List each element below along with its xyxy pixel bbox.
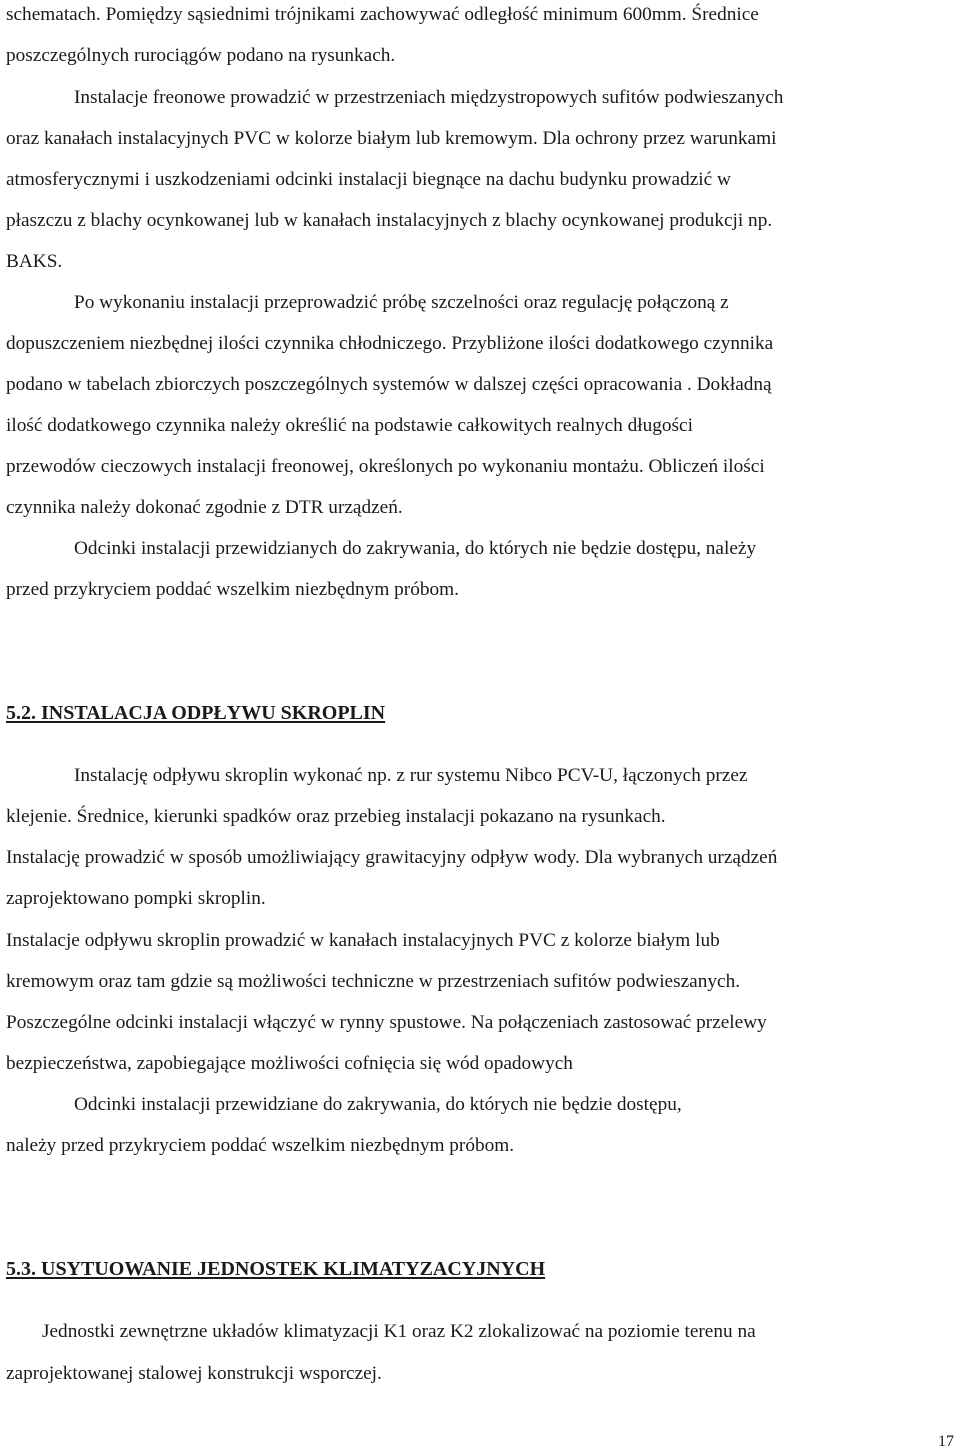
body-text-line: atmosferycznymi i uszkodzeniami odcinki instalacji biegnące na dachu budynku prowadzić w bbox=[6, 169, 731, 190]
body-text-line: zaprojektowanej stalowej konstrukcji wsporczej. bbox=[6, 1363, 382, 1384]
body-text-line: bezpieczeństwa, zapobiegające możliwości cofnięcia się wód opadowych bbox=[6, 1053, 573, 1074]
body-text-line: przewodów cieczowych instalacji freonowej, określonych po wykonaniu montażu. Obliczeń ilości bbox=[6, 456, 765, 477]
body-text-line: czynnika należy dokonać zgodnie z DTR urządzeń. bbox=[6, 497, 403, 518]
page-number: 17 bbox=[938, 1433, 954, 1450]
body-text-line: Instalacje odpływu skroplin prowadzić w kanałach instalacyjnych PVC z kolorze białym lub bbox=[6, 930, 720, 951]
body-text-line: poszczególnych rurociągów podano na rysunkach. bbox=[6, 45, 396, 66]
body-text-line: zaprojektowano pompki skroplin. bbox=[6, 888, 266, 909]
body-text-line: Instalację prowadzić w sposób umożliwiający grawitacyjny odpływ wody. Dla wybranych urządzeń bbox=[6, 847, 778, 868]
body-text-line: dopuszczeniem niezbędnej ilości czynnika chłodniczego. Przybliżone ilości dodatkowego czynnika bbox=[6, 333, 774, 354]
body-text-line: ilość dodatkowego czynnika należy określić na podstawie całkowitych realnych długości bbox=[6, 415, 693, 436]
body-text-line: oraz kanałach instalacyjnych PVC w kolorze białym lub kremowym. Dla ochrony przez warunkami bbox=[6, 128, 777, 149]
body-text-line: klejenie. Średnice, kierunki spadków oraz przebieg instalacji pokazano na rysunkach. bbox=[6, 806, 666, 827]
body-text-line: Jednostki zewnętrzne układów klimatyzacji K1 oraz K2 zlokalizować na poziomie terenu na bbox=[42, 1321, 756, 1342]
body-text-line: płaszczu z blachy ocynkowanej lub w kanałach instalacyjnych z blachy ocynkowanej produkcji np. bbox=[6, 210, 773, 231]
section-heading-5-3: 5.3. USYTUOWANIE JEDNOSTEK KLIMATYZACYJNYCH bbox=[6, 1258, 546, 1280]
body-text-line: Instalację odpływu skroplin wykonać np. z rur systemu Nibco PCV-U, łączonych przez bbox=[74, 765, 748, 786]
body-text-line: Odcinki instalacji przewidzianych do zakrywania, do których nie będzie dostępu, należy bbox=[74, 538, 757, 559]
body-text-line: Po wykonaniu instalacji przeprowadzić próbę szczelności oraz regulację połączoną z bbox=[74, 292, 729, 313]
body-text-line: Poszczególne odcinki instalacji włączyć w rynny spustowe. Na połączeniach zastosować przelewy bbox=[6, 1012, 767, 1033]
body-text-line: Odcinki instalacji przewidziane do zakrywania, do których nie będzie dostępu, bbox=[74, 1094, 682, 1115]
body-text-line: BAKS. bbox=[6, 251, 63, 272]
body-text-line: podano w tabelach zbiorczych poszczególnych systemów w dalszej części opracowania . Dokładną bbox=[6, 374, 772, 395]
section-heading-5-2: 5.2. INSTALACJA ODPŁYWU SKROPLIN bbox=[6, 702, 386, 724]
body-text-line: przed przykryciem poddać wszelkim niezbędnym próbom. bbox=[6, 579, 459, 600]
body-text-line: kremowym oraz tam gdzie są możliwości techniczne w przestrzeniach sufitów podwieszanych. bbox=[6, 971, 741, 992]
body-text-line: należy przed przykryciem poddać wszelkim niezbędnym próbom. bbox=[6, 1135, 515, 1156]
body-text-line: schematach. Pomiędzy sąsiednimi trójnikami zachowywać odległość minimum 600mm. Średnice bbox=[6, 4, 759, 25]
body-text-line: Instalacje freonowe prowadzić w przestrzeniach międzystropowych sufitów podwieszanych bbox=[74, 87, 784, 108]
